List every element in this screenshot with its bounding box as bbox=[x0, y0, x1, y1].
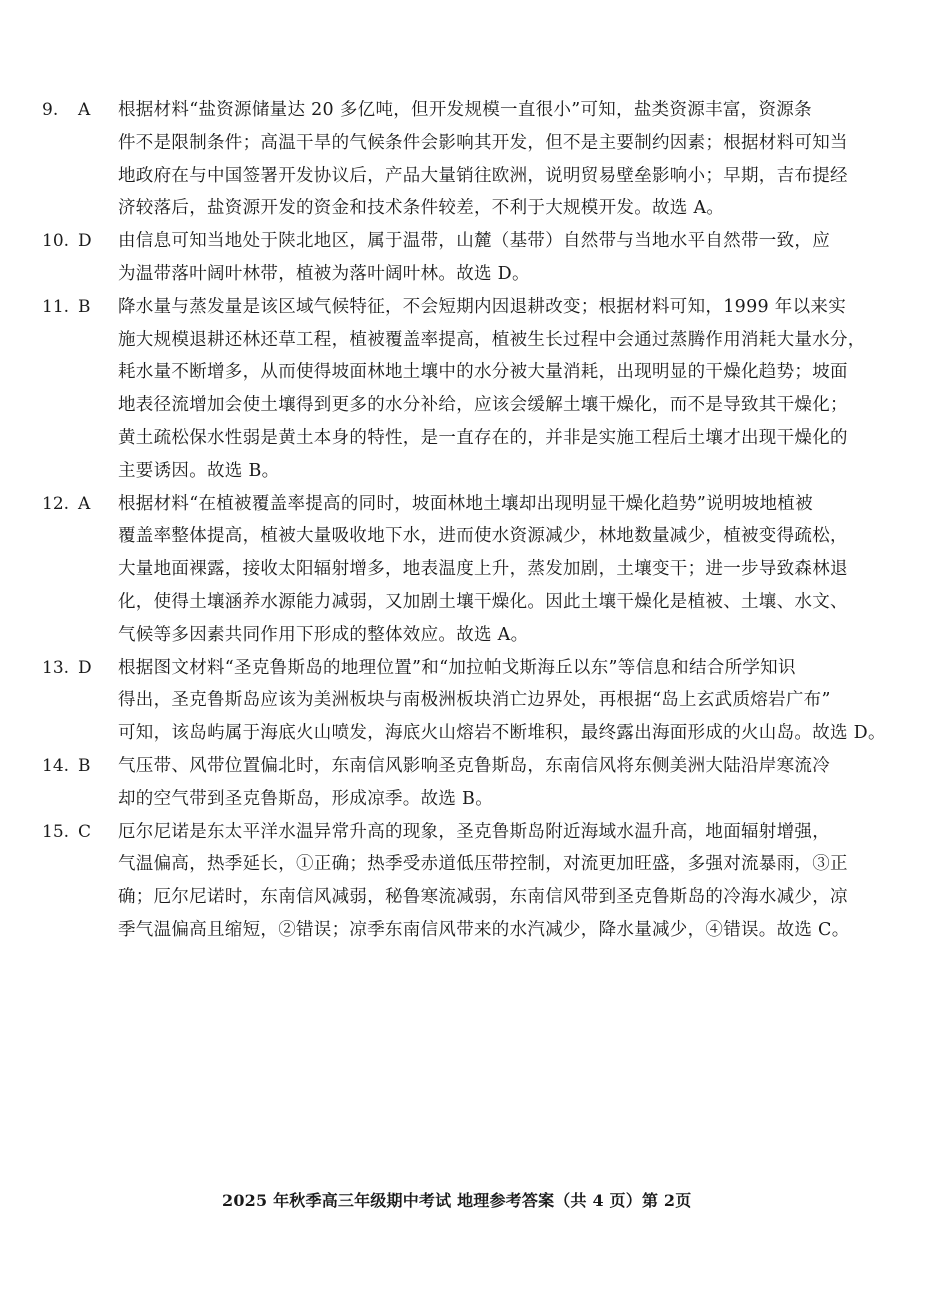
question-number: 10. bbox=[42, 231, 70, 252]
answer-choice: B bbox=[78, 296, 91, 317]
explanation-line: 耗水量不断增多，从而使得坡面林地土壤中的水分被大量消耗，出现明显的干燥化趋势；坡面 bbox=[118, 362, 848, 383]
explanation-line: 根据图文材料“圣克鲁斯岛的地理位置”和“加拉帕戈斯海丘以东”等信息和结合所学知识 bbox=[118, 657, 796, 678]
answer-item bbox=[42, 94, 848, 225]
explanation-line: 施大规模退耕还林还草工程，植被覆盖率提高，植被生长过程中会通过蒸腾作用消耗大量水分， bbox=[118, 329, 866, 350]
explanation-line: 气候等多因素共同作用下形成的整体效应。故选 A。 bbox=[118, 624, 529, 645]
explanation-line: 降水量与蒸发量是该区域气候特征，不会短期内因退耕改变；根据材料可知，1999 年以来实 bbox=[118, 296, 846, 317]
explanation-line: 根据材料“盐资源储量达 20 多亿吨，但开发规模一直很小”可知，盐类资源丰富，资源条 bbox=[118, 100, 812, 120]
explanation-line: 可知，该岛屿属于海底火山喷发，海底火山熔岩不断堆积，最终露出海面形成的火山岛。故选 D。 bbox=[118, 723, 886, 744]
explanation-line: 件不是限制条件；高温干旱的气候条件会影响其开发，但不是主要制约因素；根据材料可知当 bbox=[118, 132, 848, 153]
question-number: 15. bbox=[42, 821, 70, 842]
question-number: 9. bbox=[42, 100, 59, 120]
explanation-line: 大量地面裸露，接收太阳辐射增多，地表温度上升，蒸发加剧，土壤变干；进一步导致森林退 bbox=[118, 559, 848, 580]
question-number: 11. bbox=[42, 296, 70, 317]
question-number: 13. bbox=[42, 657, 70, 678]
answer-explanation bbox=[118, 488, 848, 652]
answer-choice: C bbox=[78, 821, 92, 842]
answer-choice: A bbox=[78, 493, 91, 514]
answer-item bbox=[42, 291, 866, 488]
explanation-line: 主要诱因。故选 B。 bbox=[118, 460, 280, 481]
explanation-line: 地表径流增加会使土壤得到更多的水分补给，应该会缓解土壤干燥化，而不是导致其干燥化； bbox=[118, 395, 848, 416]
answer-item bbox=[42, 488, 848, 652]
answer-item bbox=[42, 750, 832, 816]
answer-explanation bbox=[118, 750, 832, 816]
explanation-line: 黄土疏松保水性弱是黄土本身的特性，是一直存在的，并非是实施工程后土壤才出现干燥化的 bbox=[118, 427, 848, 448]
answer-explanation bbox=[118, 291, 866, 488]
explanation-line: 气压带、风带位置偏北时，东南信风影响圣克鲁斯岛，东南信风将东侧美洲大陆沿岸寒流冷 bbox=[118, 755, 830, 776]
explanation-line: 由信息可知当地处于陕北地区，属于温带，山麓（基带）自然带与当地水平自然带一致，应 bbox=[118, 231, 830, 252]
explanation-line: 却的空气带到圣克鲁斯岛，形成凉季。故选 B。 bbox=[118, 788, 494, 809]
explanation-line: 覆盖率整体提高，植被大量吸收地下水，进而使水资源减少，林地数量减少，植被变得疏松， bbox=[118, 526, 848, 547]
answer-choice: B bbox=[78, 755, 91, 776]
answer-list bbox=[42, 94, 886, 947]
explanation-line: 得出，圣克鲁斯岛应该为美洲板块与南极洲板块消亡边界处，再根据“岛上玄武质熔岩广布” bbox=[118, 690, 831, 711]
question-number: 12. bbox=[42, 493, 70, 514]
answer-item bbox=[42, 816, 850, 947]
explanation-line: 厄尔尼诺是东太平洋水温异常升高的现象，圣克鲁斯岛附近海域水温升高，地面辐射增强， bbox=[118, 821, 830, 842]
answer-choice: D bbox=[78, 657, 92, 678]
explanation-line: 根据材料“在植被覆盖率提高的同时，坡面林地土壤却出现明显干燥化趋势”说明坡地植被 bbox=[118, 493, 813, 514]
explanation-line: 气温偏高，热季延长，①正确；热季受赤道低压带控制，对流更加旺盛，多强对流暴雨，③正 bbox=[118, 854, 848, 875]
explanation-line: 季气温偏高且缩短，②错误；凉季东南信风带来的水汽减少，降水量减少，④错误。故选 C。 bbox=[118, 919, 850, 940]
question-number: 14. bbox=[42, 755, 70, 776]
footer-text: 2025 年秋季高三年级期中考试 地理参考答案（共 4 页）第 2页 bbox=[222, 1191, 692, 1210]
answer-explanation bbox=[118, 225, 832, 291]
answer-choice: D bbox=[78, 231, 92, 252]
answer-item bbox=[42, 652, 886, 750]
answer-choice: A bbox=[78, 100, 91, 120]
explanation-line: 化，使得土壤涵养水源能力减弱，又加剧土壤干燥化。因此土壤干燥化是植被、土壤、水文、 bbox=[118, 591, 848, 612]
explanation-line: 地政府在与中国签署开发协议后，产品大量销往欧洲，说明贸易壁垒影响小；早期，吉布提经 bbox=[118, 165, 848, 186]
explanation-line: 确；厄尔尼诺时，东南信风减弱，秘鲁寒流减弱，东南信风带到圣克鲁斯岛的冷海水减少，凉 bbox=[118, 887, 848, 908]
answer-explanation bbox=[118, 652, 886, 750]
answer-explanation bbox=[118, 816, 850, 947]
answer-item bbox=[42, 225, 832, 291]
explanation-line: 为温带落叶阔叶林带，植被为落叶阔叶林。故选 D。 bbox=[118, 263, 530, 284]
explanation-line: 济较落后，盐资源开发的资金和技术条件较差，不利于大规模开发。故选 A。 bbox=[118, 198, 725, 219]
answer-explanation bbox=[118, 94, 848, 225]
